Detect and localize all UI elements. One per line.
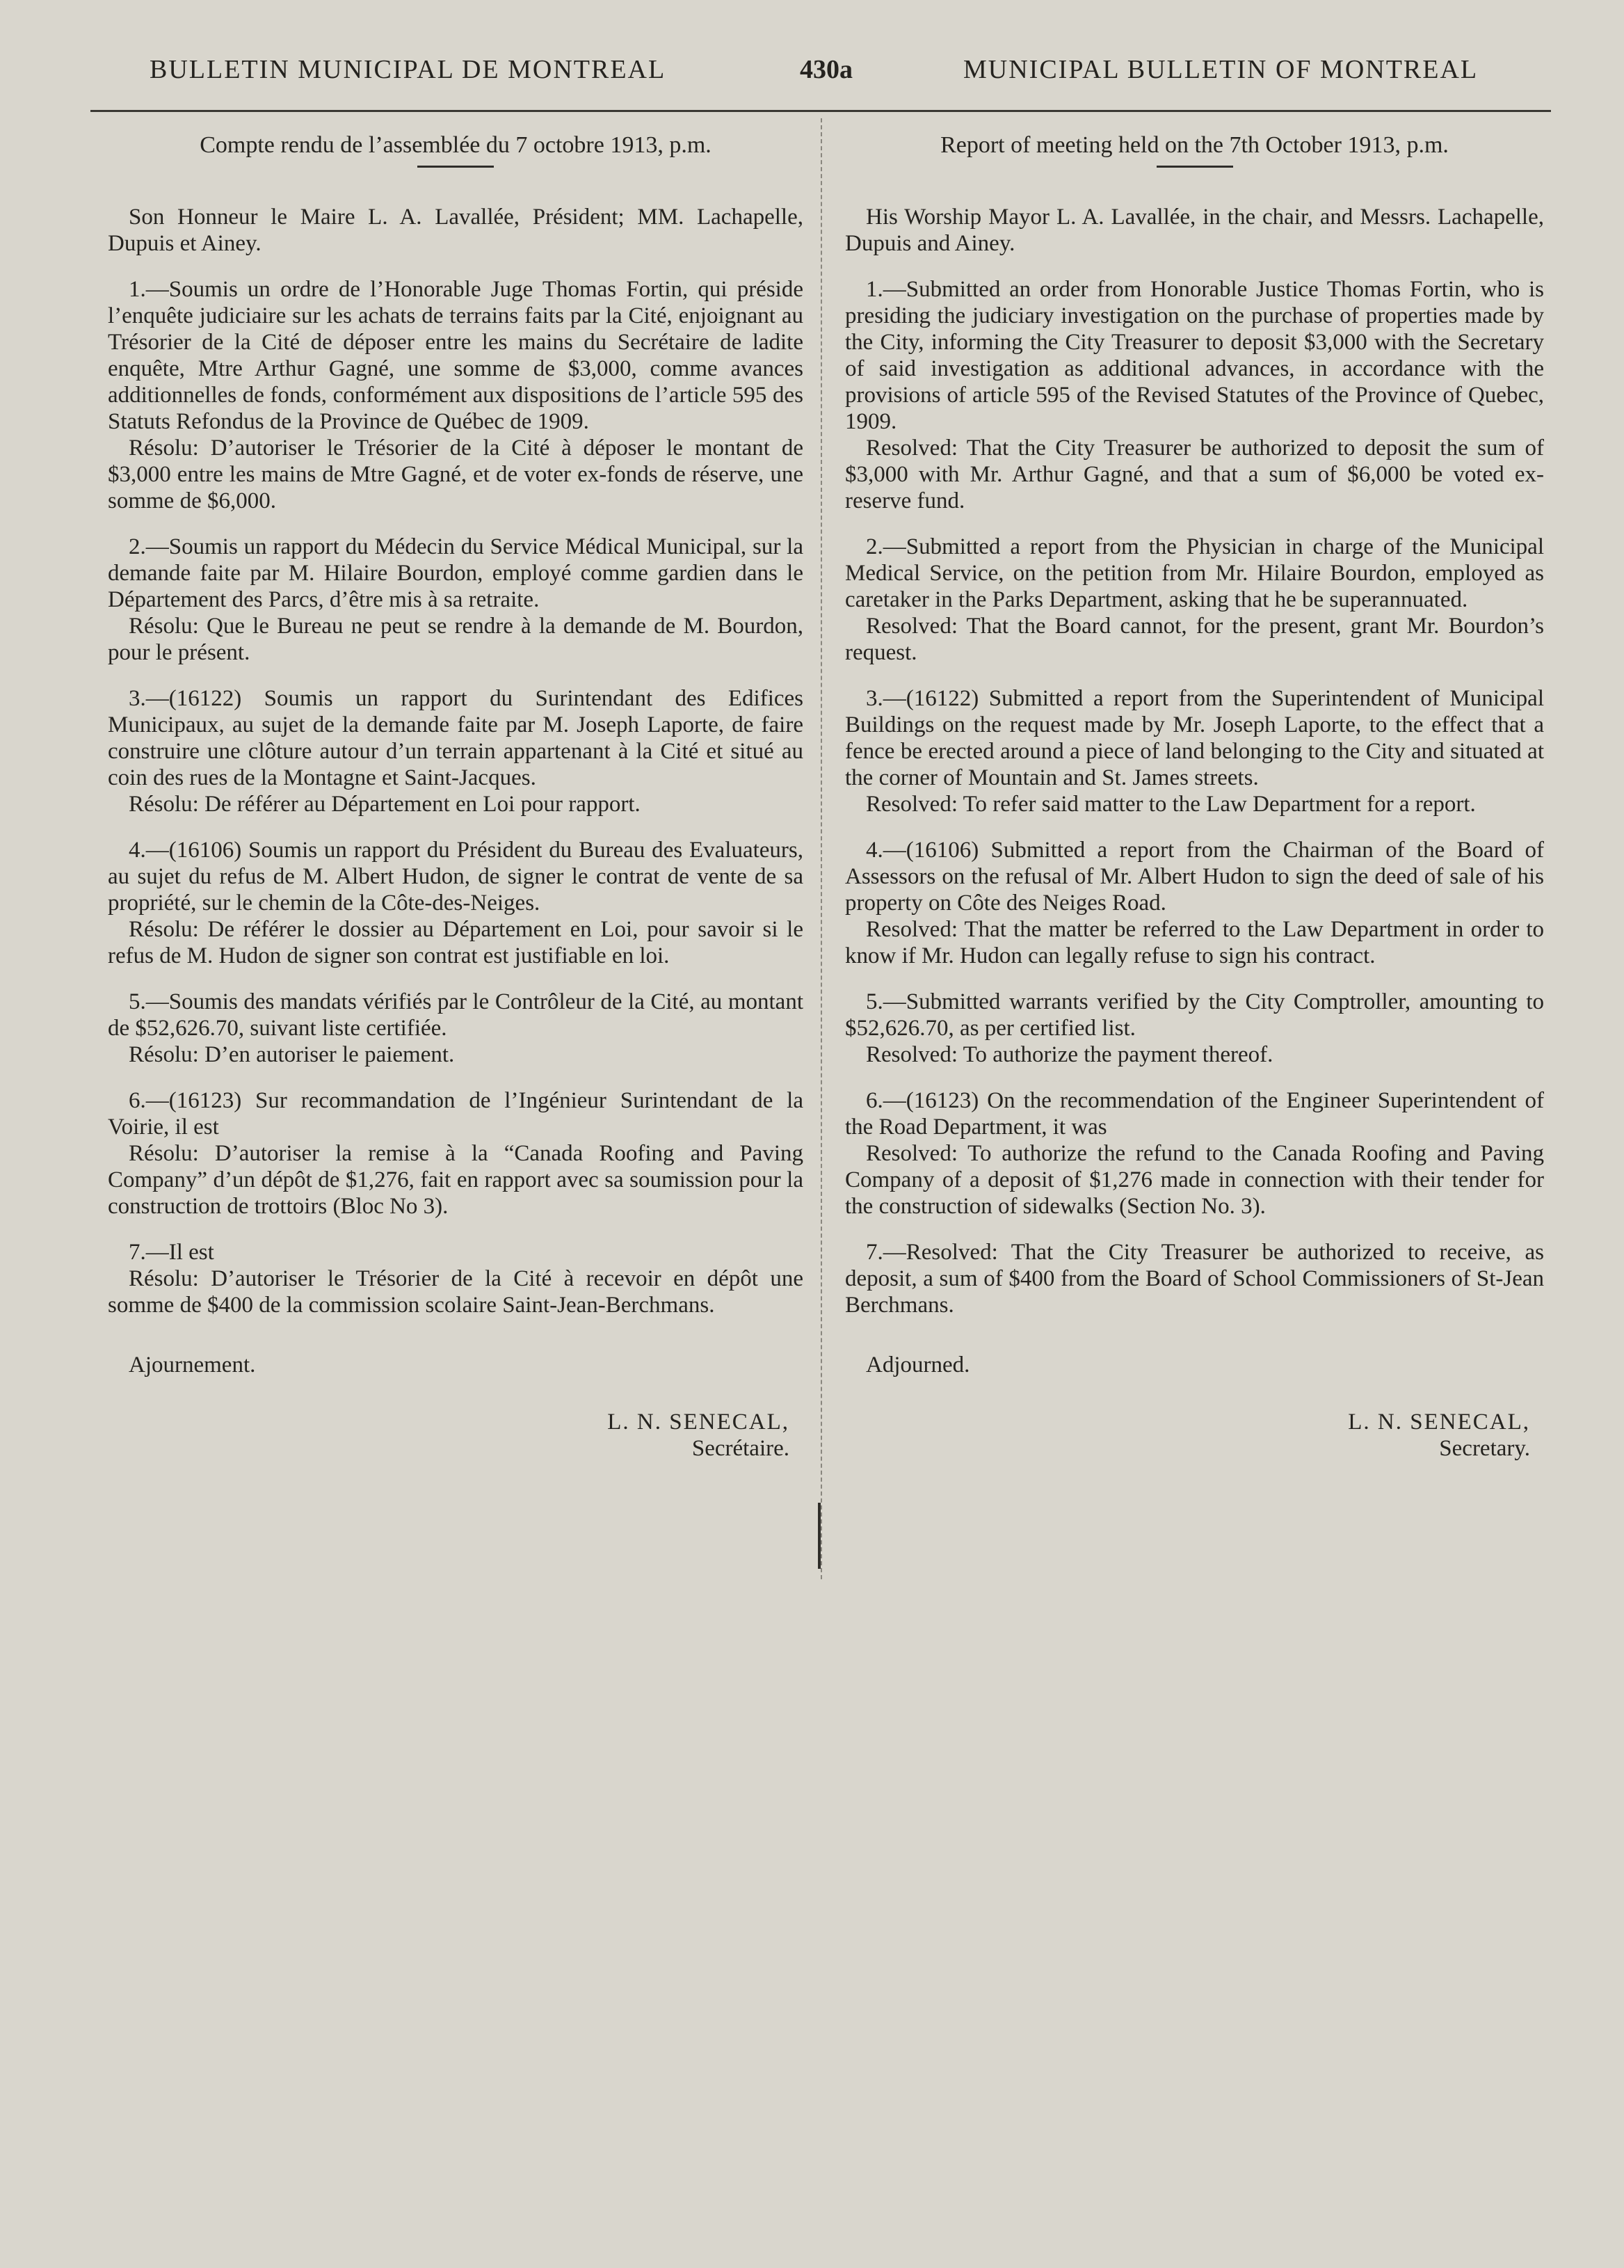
english-adjournment: Adjourned. xyxy=(866,1352,970,1377)
french-title: Compte rendu de l’assemblée du 7 octobre 1913, p.m. xyxy=(200,132,711,158)
french-resolution: Résolu: D’autoriser le Trésorier de la Cité à recevoir en dépôt une somme de $400 de la commission scolaire Saint-Jean-Berchmans. xyxy=(108,1266,803,1318)
english-item: 7.—Resolved: That the City Treasurer be authorized to receive, as deposit, a sum of $400 from the Board of School Commissioners of St-Jean Berchmans. xyxy=(845,1240,1544,1318)
page-header xyxy=(150,54,1534,96)
header-rule xyxy=(90,110,1551,112)
english-resolution: Resolved: That the City Treasurer be authorized to deposit the sum of $3,000 with Mr. Arthur Gagné, and that a sum of $6,000 be voted ex-reserve fund. xyxy=(845,436,1544,513)
signature-role: Secretary. xyxy=(1439,1436,1530,1461)
signature-name: L. N. SENECAL, xyxy=(607,1409,789,1435)
column-divider xyxy=(821,118,822,1579)
french-attendance: Son Honneur le Maire L. A. Lavallée, Président; MM. Lachapelle, Dupuis et Ainey. xyxy=(108,205,803,256)
french-item: 6.—(16123) Sur recommandation de l’Ingénieur Surintendant de la Voirie, il est xyxy=(108,1088,803,1140)
english-resolution: Resolved: To authorize the refund to the Canada Roofing and Paving Company of a deposit of $1,276 made in connection with their tender for the construction of sidewalks (Section No. 3). xyxy=(845,1141,1544,1219)
french-item: 3.—(16122) Soumis un rapport du Surintendant des Edifices Municipaux, au sujet de la demande faite par M. Joseph Laporte, de faire construire une clôture autour d’un terrain appartenant à la Cité et situé au coin des rues de la Montagne et Saint-Jacques. xyxy=(108,686,803,790)
english-item: 6.—(16123) On the recommendation of the Engineer Superintendent of the Road Department, it was xyxy=(845,1088,1544,1140)
french-resolution: Résolu: D’autoriser la remise à la “Canada Roofing and Paving Company” d’un dépôt de $1,276, fait en rapport avec sa soumission pour la construction de trottoirs (Bloc No 3). xyxy=(108,1141,803,1219)
french-signature xyxy=(108,1409,789,1462)
english-item: 5.—Submitted warrants verified by the City Comptroller, amounting to $52,626.70, as per certified list. xyxy=(845,989,1544,1041)
french-resolution: Résolu: De référer au Département en Loi pour rapport. xyxy=(129,792,641,817)
french-column xyxy=(108,132,803,1462)
english-resolution: Resolved: That the Board cannot, for the present, grant Mr. Bourdon’s request. xyxy=(845,614,1544,665)
english-item: 1.—Submitted an order from Honorable Justice Thomas Fortin, who is presiding the judiciary investigation on the purchase of properties made by the City, informing the City Treasurer to deposit $3,000 with the Secretary of said investigation as additional advances, in accordance with the provisions of article 595 of the Revised Statutes of the Province of Quebec, 1909. xyxy=(845,277,1544,434)
french-item: 4.—(16106) Soumis un rapport du Président du Bureau des Evaluateurs, au sujet du refus de M. Albert Hudon, de signer le contrat de vente de sa propriété, sur le chemin de la Côte-des-Neiges. xyxy=(108,838,803,916)
french-resolution: Résolu: De référer le dossier au Département en Loi, pour savoir si le refus de M. Hudon de signer son contrat est justifiable en loi. xyxy=(108,917,803,968)
french-item: 7.—Il est xyxy=(129,1240,214,1265)
french-resolution: Résolu: Que le Bureau ne peut se rendre à la demande de M. Bourdon, pour le présent. xyxy=(108,614,803,665)
french-adjournment: Ajournement. xyxy=(129,1352,256,1377)
english-resolution: Resolved: That the matter be referred to the Law Department in order to know if Mr. Hudon can legally refuse to sign his contract. xyxy=(845,917,1544,968)
english-column xyxy=(845,132,1544,1462)
english-item: 3.—(16122) Submitted a report from the Superintendent of Municipal Buildings on the request made by Mr. Joseph Laporte, to the effect that a fence be erected around a piece of land belonging to the City and situated at the corner of Mountain and St. James streets. xyxy=(845,686,1544,790)
french-item: 5.—Soumis des mandats vérifiés par le Contrôleur de la Cité, au montant de $52,626.70, suivant liste certifiée. xyxy=(108,989,803,1041)
french-item: 2.—Soumis un rapport du Médecin du Service Médical Municipal, sur la demande faite par M. Hilaire Bourdon, employé comme gardien dans le Département des Parcs, d’être mis à sa retraite. xyxy=(108,534,803,612)
header-title-french: BULLETIN MUNICIPAL DE MONTREAL xyxy=(150,55,666,84)
english-resolution: Resolved: To authorize the payment thereof. xyxy=(866,1042,1273,1067)
signature-role: Secrétaire. xyxy=(691,1436,789,1461)
page-number: 430a xyxy=(800,55,853,84)
english-title: Report of meeting held on the 7th October 1913, p.m. xyxy=(940,132,1449,158)
header-title-english: MUNICIPAL BULLETIN OF MONTREAL xyxy=(963,55,1479,84)
english-title-rule xyxy=(1157,166,1233,168)
french-resolution: Résolu: D’en autoriser le paiement. xyxy=(129,1042,455,1067)
french-resolution: Résolu: D’autoriser le Trésorier de la Cité à déposer le montant de $3,000 entre les mains de Mtre Gagné, et de voter ex-fonds de réserve, une somme de $6,000. xyxy=(108,436,803,513)
signature-name: L. N. SENECAL, xyxy=(1348,1409,1530,1435)
english-attendance: His Worship Mayor L. A. Lavallée, in the chair, and Messrs. Lachapelle, Dupuis and Ainey. xyxy=(845,205,1544,256)
english-resolution: Resolved: To refer said matter to the Law Department for a report. xyxy=(866,792,1476,817)
signature-divider xyxy=(818,1503,821,1569)
french-item: 1.—Soumis un ordre de l’Honorable Juge Thomas Fortin, qui préside l’enquête judiciaire sur les achats de terrains faits par la Cité, enjoignant au Trésorier de la Cité de déposer entre les mains du Secrétaire de ladite enquête, Mtre Arthur Gagné, une somme de $3,000, comme avances additionnelles de fonds, conformément aux dispositions de l’article 595 des Statuts Refondus de la Province de Québec de 1909. xyxy=(108,277,803,434)
english-item: 4.—(16106) Submitted a report from the Chairman of the Board of Assessors on the refusal of Mr. Albert Hudon to sign the deed of sale of his property on Côte des Neiges Road. xyxy=(845,838,1544,916)
french-title-rule xyxy=(417,166,494,168)
english-signature xyxy=(845,1409,1530,1462)
english-item: 2.—Submitted a report from the Physician in charge of the Municipal Medical Service, on the petition from Mr. Hilaire Bourdon, employed as caretaker in the Parks Department, asking that he be superannuated. xyxy=(845,534,1544,612)
